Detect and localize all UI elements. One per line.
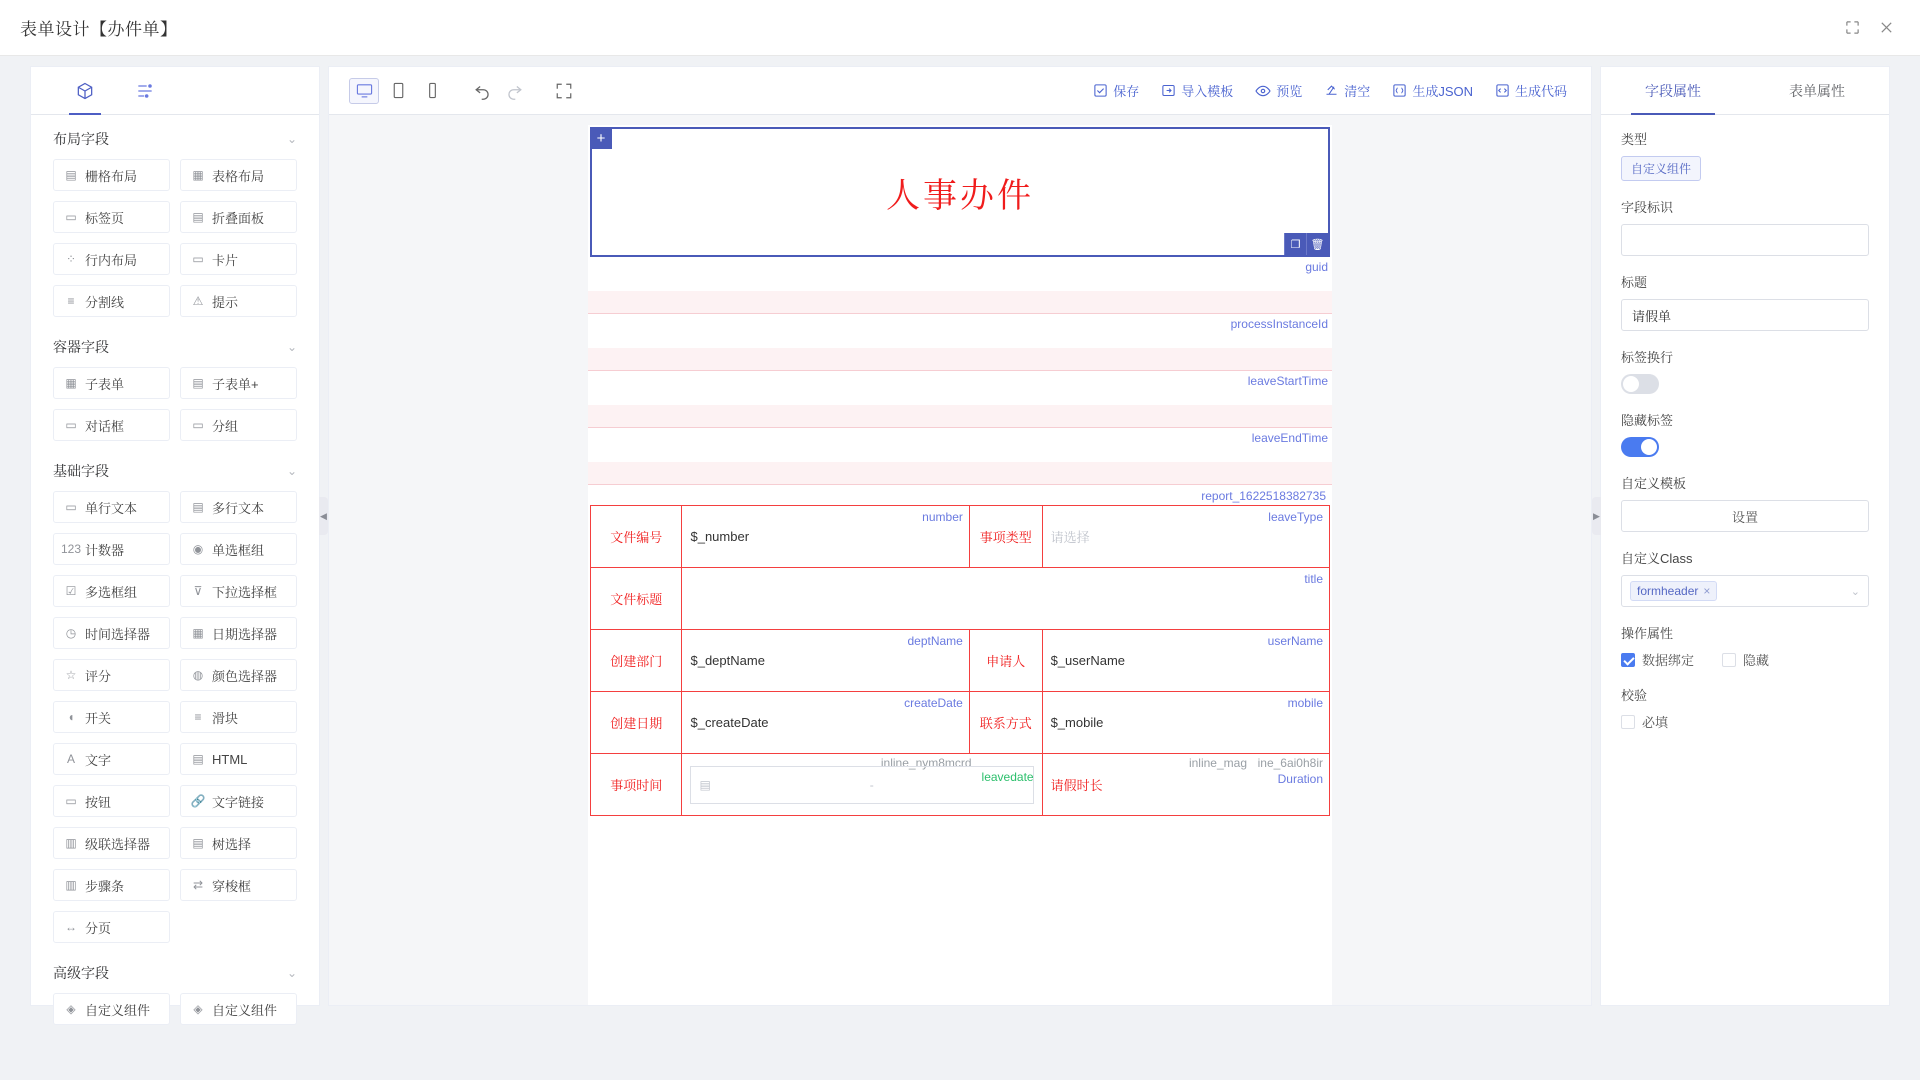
- cell-text: $_deptName: [690, 653, 765, 668]
- text-icon: A: [66, 752, 75, 766]
- clear-button[interactable]: [1314, 76, 1380, 106]
- palette-item-label: 自定义组件: [85, 1002, 151, 1018]
- alert-icon: ⚠: [192, 294, 204, 308]
- checkbox-box: [1621, 653, 1635, 667]
- report-tag: report_1622518382735: [1201, 489, 1326, 503]
- field-tag: leaveStartTime: [1247, 374, 1328, 388]
- palette-item-radio[interactable]: [180, 533, 297, 565]
- palette-item-subform[interactable]: [53, 367, 170, 399]
- trash-icon[interactable]: 🗑: [1306, 233, 1328, 255]
- table-row[interactable]: [591, 630, 1330, 692]
- field-tag: mobile: [1287, 696, 1323, 710]
- button-icon: ▭: [65, 794, 77, 808]
- row-stripe: [588, 348, 1332, 370]
- title-input[interactable]: [1621, 299, 1869, 331]
- palette-item-label: HTML: [212, 751, 248, 767]
- cell-label-applicant: 申请人: [969, 630, 1042, 692]
- checkbox-label: 必填: [1642, 715, 1669, 730]
- toolbar-actions: [1083, 76, 1577, 106]
- label-wrap-switch[interactable]: [1621, 374, 1659, 394]
- cell-text: $_number: [690, 529, 750, 544]
- custom-class-select[interactable]: [1621, 575, 1869, 607]
- palette-item-subform-plus[interactable]: [180, 367, 297, 399]
- field-tag: deptName: [907, 634, 963, 648]
- field-tag: userName: [1267, 634, 1323, 648]
- radio-icon: ◉: [192, 542, 204, 556]
- palette-item-label: 穿梭框: [212, 878, 252, 894]
- checkbox-box: [1621, 715, 1635, 729]
- duration-tag-1: inline_mag: [1188, 756, 1247, 770]
- save-button-label: 保存: [1113, 84, 1140, 99]
- palette-item-number[interactable]: [53, 533, 170, 565]
- palette-item-label: 多行文本: [212, 500, 265, 516]
- fullscreen-icon[interactable]: [549, 78, 579, 104]
- slider-icon: ≡: [194, 710, 202, 724]
- palette-group-items-basic: [31, 491, 319, 949]
- phone-icon[interactable]: [417, 78, 447, 104]
- import-template-button[interactable]: [1151, 76, 1243, 106]
- field-tag: number: [922, 510, 963, 524]
- palette-item-label: 树选择: [212, 836, 252, 852]
- type-label: 类型: [1621, 132, 1648, 147]
- palette-group-title: 容器字段: [53, 339, 109, 355]
- field-tag: leaveEndTime: [1251, 431, 1328, 445]
- time-icon: ◷: [65, 626, 77, 640]
- validation-checkbox-group: [1621, 712, 1869, 731]
- palette-item-label: 子表单+: [212, 376, 259, 392]
- cell-text: $_userName: [1050, 653, 1126, 668]
- link-icon: 🔗: [190, 794, 206, 808]
- color-icon: ◍: [192, 668, 204, 682]
- palette-item-label: 步骤条: [85, 878, 125, 894]
- checkbox-box: [1722, 653, 1736, 667]
- window-titlebar: [0, 0, 1920, 56]
- palette-item-label: 标签页: [85, 210, 125, 226]
- palette-group-title: 布局字段: [53, 131, 109, 147]
- palette-item-tabs[interactable]: [53, 201, 170, 233]
- checkbox-data-binding[interactable]: [1621, 650, 1694, 669]
- form-table-wrapper: [588, 489, 1332, 816]
- palette-item-label: 评分: [85, 668, 112, 684]
- cell-label-matter-time: 事项时间: [591, 754, 682, 816]
- palette-item-grid-layout[interactable]: [53, 159, 170, 191]
- palette-group-items-layout: [31, 159, 319, 323]
- redo-icon[interactable]: [499, 78, 529, 104]
- palette-item-checkbox[interactable]: [53, 575, 170, 607]
- date-icon: ▦: [192, 626, 204, 640]
- field-tag: createDate: [904, 696, 963, 710]
- cell-value-deptname[interactable]: [682, 630, 969, 692]
- tab-field-properties[interactable]: 字段属性: [1601, 67, 1745, 114]
- form-table[interactable]: [590, 505, 1330, 816]
- field-tag: title: [1304, 572, 1323, 586]
- cell-value-username[interactable]: [1042, 630, 1329, 692]
- custom-class-label: 自定义Class: [1621, 551, 1693, 566]
- dialog-icon: ▭: [65, 418, 77, 432]
- transfer-icon: ⇄: [192, 878, 204, 892]
- row-stripe: [588, 291, 1332, 313]
- custom-template-settings-button[interactable]: 设置: [1621, 500, 1869, 532]
- range-separator: -: [869, 777, 874, 792]
- input-icon: ▭: [65, 500, 77, 514]
- duration-label: 请假时长: [1050, 778, 1103, 793]
- table-row[interactable]: [591, 692, 1330, 754]
- palette-item-label: 折叠面板: [212, 210, 265, 226]
- palette-item-label: 提示: [212, 294, 239, 310]
- palette-item-label: 分页: [85, 920, 112, 936]
- palette-item-slider[interactable]: [180, 701, 297, 733]
- palette-item-label: 开关: [85, 710, 112, 726]
- palette-item-label: 时间选择器: [85, 626, 151, 642]
- palette-item-switch[interactable]: [53, 701, 170, 733]
- row-stripe: [588, 405, 1332, 427]
- inline-icon: ⁘: [65, 252, 77, 266]
- palette-item-table-layout[interactable]: [180, 159, 297, 191]
- tablet-icon[interactable]: [383, 78, 413, 104]
- palette-tabs: [31, 67, 319, 115]
- inline-tag: inline_nym8mcrd: [880, 756, 972, 770]
- hide-label-switch[interactable]: [1621, 437, 1659, 457]
- palette-item-label: 分割线: [85, 294, 125, 310]
- palette-item-collapse[interactable]: [180, 201, 297, 233]
- tab-outline[interactable]: [135, 67, 155, 114]
- hidden-field-row-guid[interactable]: [588, 257, 1332, 314]
- palette-group-header-basic[interactable]: [31, 447, 319, 491]
- undo-icon[interactable]: [467, 78, 497, 104]
- main-body: [0, 56, 1920, 1080]
- field-tag: processInstanceId: [1230, 317, 1328, 331]
- palette-item-label: 颜色选择器: [212, 668, 278, 684]
- palette-item-dialog[interactable]: [53, 409, 170, 441]
- hidden-field-row-leavestarttime[interactable]: [588, 371, 1332, 428]
- cell-value-createdate[interactable]: [682, 692, 969, 754]
- rate-icon: ☆: [65, 668, 77, 682]
- right-panel-collapse-handle[interactable]: ▶: [1592, 497, 1601, 535]
- palette-item-card[interactable]: [180, 243, 297, 275]
- switch-icon: ◖: [67, 710, 75, 724]
- cell-label-file-title: 文件标题: [591, 568, 682, 630]
- duration-tag-2: ine_6ai0h8ir: [1257, 756, 1323, 770]
- palette-item-label: 下拉选择框: [212, 584, 278, 600]
- palette-item-label: 栅格布局: [85, 168, 138, 184]
- checkbox-label: 隐藏: [1743, 653, 1770, 668]
- hidden-field-row-leaveendtime[interactable]: [588, 428, 1332, 485]
- palette-item-custom-1[interactable]: [53, 993, 170, 1025]
- palette-item-date[interactable]: [180, 617, 297, 649]
- custom2-icon: ◈: [193, 1002, 203, 1016]
- palette-item-label: 卡片: [212, 252, 239, 268]
- palette-group-items-container: [31, 367, 319, 447]
- operation-checkbox-group: [1621, 650, 1869, 669]
- clear-button-label: 清空: [1344, 84, 1371, 99]
- row-stripe: [588, 462, 1332, 484]
- card-icon: ▭: [192, 252, 204, 266]
- palette-item-group[interactable]: [180, 409, 297, 441]
- designer-canvas-panel: [328, 66, 1592, 1006]
- table-row[interactable]: [591, 754, 1330, 816]
- palette-item-label: 文字链接: [212, 794, 265, 810]
- properties-panel: [1593, 66, 1890, 1006]
- cell-value-duration[interactable]: [1042, 754, 1329, 816]
- tree-select-icon: ▤: [192, 836, 204, 850]
- cell-placeholder: 请选择: [1050, 530, 1090, 545]
- hidden-field-row-processinstanceid[interactable]: [588, 314, 1332, 371]
- palette-group-items-advanced: [31, 993, 319, 1031]
- steps-icon: ▥: [65, 878, 77, 892]
- cell-label-create-dept: 创建部门: [591, 630, 682, 692]
- date-range-picker[interactable]: [690, 766, 1033, 804]
- palette-list: [31, 115, 319, 1031]
- cell-value-number[interactable]: [682, 506, 969, 568]
- palette-item-label: 子表单: [85, 376, 125, 392]
- field-tag: leaveType: [1268, 510, 1323, 524]
- cell-text: $_createDate: [690, 715, 769, 730]
- window-title: 表单设计【办件单】: [20, 20, 178, 39]
- palette-item-label: 单选框组: [212, 542, 265, 558]
- operation-label: 操作属性: [1621, 626, 1674, 641]
- cell-label-file-number: 文件编号: [591, 506, 682, 568]
- table-row[interactable]: [591, 568, 1330, 630]
- chevron-down-icon: ⌄: [286, 132, 297, 146]
- palette-item-color[interactable]: [180, 659, 297, 691]
- custom-class-chip: [1630, 581, 1717, 601]
- palette-item-label: 滑块: [212, 710, 239, 726]
- designer-toolbar: [329, 67, 1591, 115]
- monitor-icon[interactable]: [349, 78, 379, 104]
- subform-plus-icon: ▤: [192, 376, 204, 390]
- leavedate-tag: leavedate: [981, 770, 1034, 784]
- table-row[interactable]: [591, 506, 1330, 568]
- checkbox-label: 数据绑定: [1642, 653, 1695, 668]
- checkbox-hidden[interactable]: [1722, 650, 1769, 669]
- preview-button[interactable]: [1245, 76, 1312, 106]
- checkbox-required[interactable]: [1621, 712, 1668, 731]
- field-id-input[interactable]: [1621, 224, 1869, 256]
- palette-item-label: 对话框: [85, 418, 125, 434]
- palette-item-input[interactable]: [53, 491, 170, 523]
- palette-item-rate[interactable]: [53, 659, 170, 691]
- calendar-icon: ▤: [699, 777, 711, 792]
- component-tools: [1284, 233, 1328, 255]
- palette-item-select[interactable]: [180, 575, 297, 607]
- form-canvas[interactable]: [588, 125, 1332, 1005]
- pagination-icon: ↔: [65, 920, 77, 934]
- html-icon: ▤: [192, 752, 204, 766]
- palette-item-text[interactable]: [53, 743, 170, 775]
- left-panel-collapse-handle[interactable]: ◀: [319, 497, 328, 535]
- generate-code-button[interactable]: [1485, 76, 1577, 106]
- custom-icon: ◈: [66, 1002, 76, 1016]
- cell-label-matter-type: 事项类型: [969, 506, 1042, 568]
- add-component-handle[interactable]: +: [590, 127, 612, 149]
- label-wrap-label: 标签换行: [1621, 350, 1674, 365]
- close-icon[interactable]: [1872, 14, 1900, 42]
- chevron-down-icon: ⌄: [286, 464, 297, 478]
- palette-item-label: 单行文本: [85, 500, 138, 516]
- subform-icon: ▦: [65, 376, 77, 390]
- checkbox-icon: ☑: [65, 584, 77, 598]
- palette-item-label: 分组: [212, 418, 239, 434]
- cascader-icon: ▥: [65, 836, 77, 850]
- palette-item-transfer[interactable]: [180, 869, 297, 901]
- palette-group-header-layout[interactable]: [31, 115, 319, 159]
- title-label: 标题: [1621, 275, 1648, 290]
- custom-class-chip-label: formheader: [1637, 584, 1699, 598]
- palette-item-steps[interactable]: [53, 869, 170, 901]
- custom-template-label: 自定义模板: [1621, 476, 1687, 491]
- palette-group-title: 高级字段: [53, 965, 109, 981]
- canvas-scroll-area[interactable]: [329, 115, 1591, 1005]
- palette-item-inline-layout[interactable]: [53, 243, 170, 275]
- copy-icon[interactable]: ❐: [1284, 233, 1306, 255]
- close-icon[interactable]: ×: [1703, 584, 1711, 598]
- palette-item-divider[interactable]: [53, 285, 170, 317]
- palette-group-header-container[interactable]: [31, 323, 319, 367]
- generate-json-button[interactable]: [1382, 76, 1483, 106]
- palette-item-label: 日期选择器: [212, 626, 278, 642]
- form-header-title: 人事办件: [886, 176, 1034, 215]
- palette-item-label: 按钮: [85, 794, 112, 810]
- group-icon: ▭: [192, 418, 204, 432]
- validation-label: 校验: [1621, 688, 1648, 703]
- cell-label-create-date: 创建日期: [591, 692, 682, 754]
- preview-button-label: 预览: [1276, 84, 1303, 99]
- cell-value-leavedate[interactable]: [682, 754, 1042, 816]
- generate-code-label: 生成代码: [1514, 84, 1567, 99]
- palette-item-time[interactable]: [53, 617, 170, 649]
- form-header-component[interactable]: [590, 127, 1330, 257]
- palette-item-label: 表格布局: [212, 168, 265, 184]
- hide-label-label: 隐藏标签: [1621, 413, 1674, 428]
- field-id-label: 字段标识: [1621, 200, 1674, 215]
- palette-item-html[interactable]: [180, 743, 297, 775]
- palette-item-button[interactable]: [53, 785, 170, 817]
- palette-item-label: 级联选择器: [85, 836, 151, 852]
- palette-item-custom-2[interactable]: [180, 993, 297, 1025]
- cell-label-contact: 联系方式: [969, 692, 1042, 754]
- number-icon: 123: [60, 542, 82, 556]
- divider-icon: ≡: [67, 294, 75, 308]
- tab-components[interactable]: [75, 67, 95, 114]
- palette-item-textarea[interactable]: [180, 491, 297, 523]
- palette-item-cascader[interactable]: [53, 827, 170, 859]
- palette-item-label: 多选框组: [85, 584, 138, 600]
- chevron-down-icon: ⌄: [286, 966, 297, 980]
- palette-item-link[interactable]: [180, 785, 297, 817]
- palette-item-tree-select[interactable]: [180, 827, 297, 859]
- table-icon: ▦: [192, 168, 204, 182]
- tab-form-properties[interactable]: 表单属性: [1789, 82, 1845, 99]
- palette-item-alert[interactable]: [180, 285, 297, 317]
- chevron-down-icon: ⌄: [1850, 585, 1860, 598]
- cell-value-title[interactable]: [682, 568, 1330, 630]
- restore-icon[interactable]: [1838, 14, 1866, 42]
- chevron-down-icon: ⌄: [286, 340, 297, 354]
- palette-item-label: 文字: [85, 752, 112, 768]
- palette-item-label: 计数器: [85, 542, 125, 558]
- palette-group-header-advanced[interactable]: [31, 949, 319, 993]
- properties-tabs: [1601, 67, 1889, 115]
- palette-item-pagination[interactable]: [53, 911, 170, 943]
- device-preview-group: [349, 78, 447, 104]
- select-icon: ⊽: [193, 584, 203, 598]
- type-value-badge[interactable]: 自定义组件: [1621, 156, 1701, 181]
- component-palette-panel: [30, 66, 327, 1018]
- field-tag: guid: [1305, 260, 1328, 274]
- generate-json-label: 生成JSON: [1412, 84, 1473, 99]
- properties-form: [1601, 115, 1889, 745]
- grid-icon: ▤: [65, 168, 77, 182]
- palette-group-title: 基础字段: [53, 463, 109, 479]
- textarea-icon: ▤: [192, 500, 204, 514]
- palette-item-label: 自定义组件: [212, 1002, 278, 1018]
- cell-value-mobile[interactable]: [1042, 692, 1329, 754]
- save-button[interactable]: [1083, 76, 1149, 106]
- collapse-icon: ▤: [192, 210, 204, 224]
- cell-value-leavetype[interactable]: [1042, 506, 1329, 568]
- cell-text: $_mobile: [1050, 715, 1104, 730]
- tabs-icon: ▭: [65, 210, 77, 224]
- import-template-label: 导入模板: [1181, 84, 1234, 99]
- palette-item-label: 行内布局: [85, 252, 138, 268]
- duration-tag-3: Duration: [1277, 772, 1323, 786]
